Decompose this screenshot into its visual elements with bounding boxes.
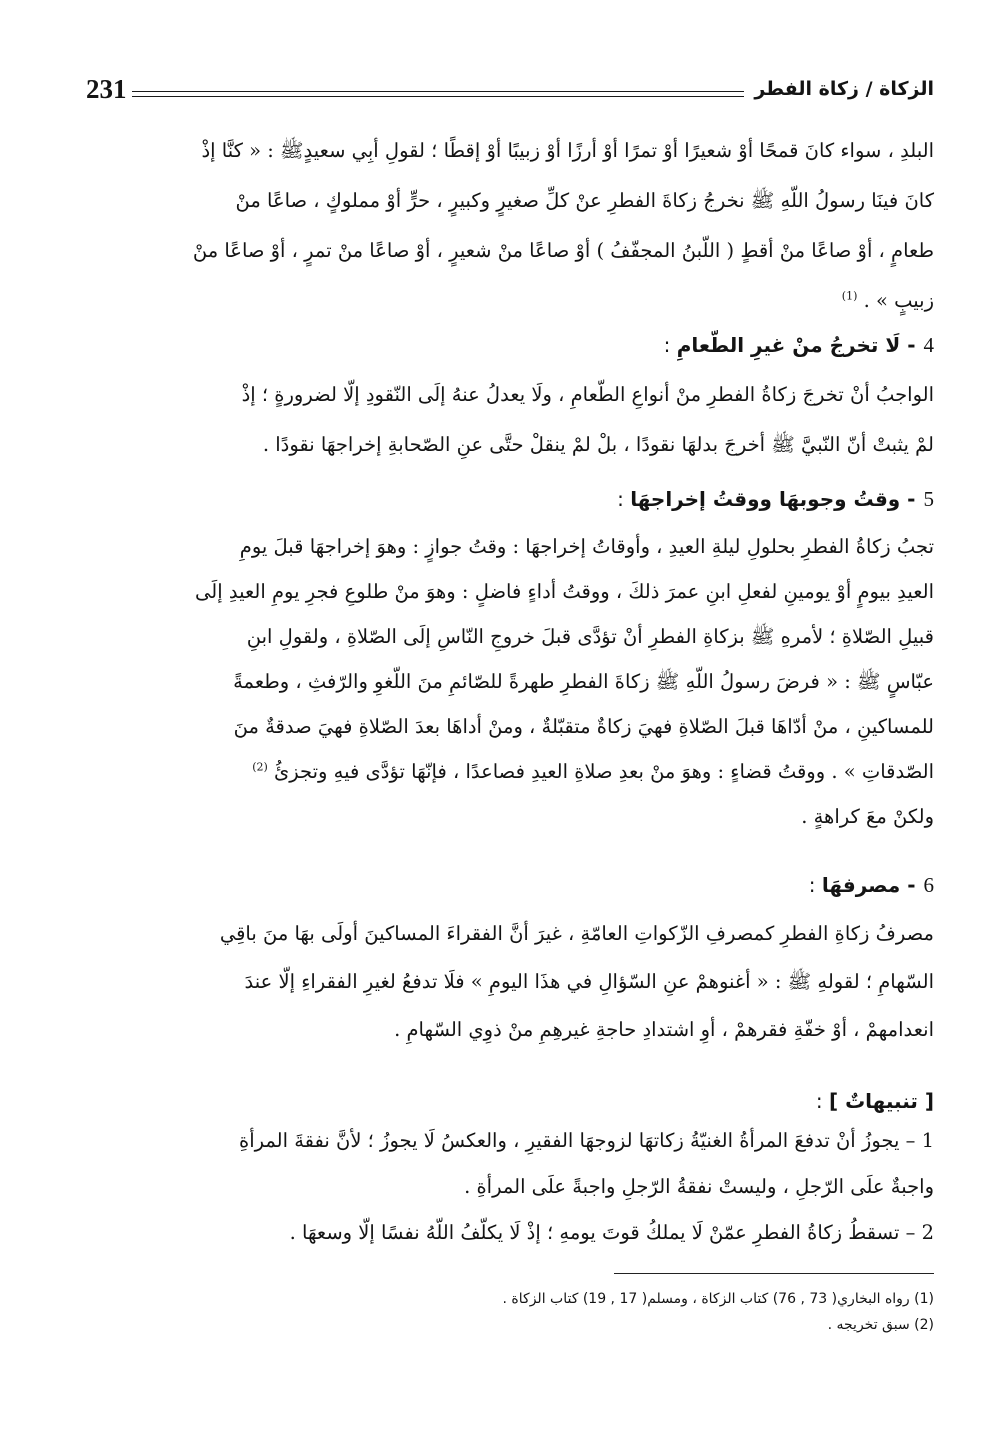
footnote-2: (2) سبق تخريجه . bbox=[827, 1317, 934, 1333]
section-5-body bbox=[86, 524, 934, 839]
text-line: واجبةٌ علَى الرّجلِ ، وليستْ نفقةُ الرّجلِ واجبةً علَى المرأةِ . bbox=[464, 1175, 934, 1198]
section-title: - لَا تخرجُ منْ غيرِ الطّعامِ bbox=[676, 333, 916, 357]
notes-heading: [ تنبيهاتٌ ] : bbox=[815, 1089, 934, 1113]
text-line: عبّاسٍ ﷺ : « فرضَ رسولُ اللّهِ ﷺ زكاةَ الفطرِ طهرةً للصّائمِ منَ اللّغوِ والرّفثِ ، وطعمةً bbox=[233, 670, 934, 693]
footnote-ref-2: (2) bbox=[252, 760, 268, 774]
text-line: مصرفُ زكاةِ الفطرِ كمصرفِ الزّكواتِ العامّةِ ، غيرَ أنَّ الفقراءَ المساكينَ أولَى بهَا منَ باقِي bbox=[219, 922, 934, 945]
text-line: ولكنْ معَ كراهةٍ . bbox=[801, 805, 934, 828]
notes-title: [ تنبيهاتٌ ] bbox=[828, 1089, 934, 1113]
footnote-1: (1) رواه البخاري( 73 , 76) كتاب الزكاة ، ومسلم( 17 , 19) كتاب الزكاة . bbox=[502, 1291, 934, 1307]
section-heading-5: 5- وقتُ وجوبهَا ووقتُ إخراجهَا : bbox=[617, 487, 934, 511]
text-line: كانَ فينَا رسولُ اللّهِ ﷺ نخرجُ زكاةَ الفطرِ عنْ كلِّ صغيرٍ وكبيرٍ ، حرٍّ أوْ مملوكٍ ، صاعًا منْ bbox=[235, 189, 934, 212]
footnote-separator bbox=[614, 1273, 934, 1274]
text-line: العيدِ بيومٍ أوْ يومينِ لفعلِ ابنِ عمرَ ذلكَ ، ووقتُ أداءٍ فاضلٍ : وهوَ منْ طلوعِ فجرِ يومِ العيدِ إلَى bbox=[195, 580, 934, 603]
text-line: تجبُ زكاةُ الفطرِ بحلولِ ليلةِ العيدِ ، وأوقاتُ إخراجهَا : وقتُ جوازٍ : وهوَ إخراجهَا قبلَ يومِ bbox=[239, 535, 934, 558]
section-number: 4 bbox=[923, 333, 934, 357]
header-rule-bottom bbox=[132, 96, 744, 97]
text-line: البلدِ ، سواء كانَ قمحًا أوْ شعيرًا أوْ تمرًا أوْ أرزًا أوْ زبيبًا أوْ إقطًا ؛ لقولِ أبِي سعيدٍﷺ : « كنَّا إذْ bbox=[201, 139, 934, 162]
header-rule-top bbox=[132, 91, 744, 92]
section-4-body bbox=[86, 370, 934, 470]
text-fragment: الصّدقاتِ » . ووقتُ قضاءٍ : وهوَ منْ بعدِ صلاةِ العيدِ فصاعدًا ، فإنّهَا تؤدَّى فيهِ وتجزئُ bbox=[273, 760, 934, 783]
text-line: للمساكينِ ، منْ أدّاهَا قبلَ الصّلاةِ فهيَ زكاةٌ متقبّلةٌ ، ومنْ أداهَا بعدَ الصّلاةِ فهيَ صدقةٌ منَ bbox=[233, 715, 934, 738]
section-heading-6: 6- مصرفهَا : bbox=[808, 873, 934, 897]
notes-body bbox=[86, 1118, 934, 1256]
footnotes bbox=[86, 1286, 934, 1338]
text-line bbox=[86, 276, 934, 326]
text-line: الواجبُ أنْ تخرجَ زكاةُ الفطرِ منْ أنواعِ الطّعامِ ، ولَا يعدلُ عنهُ إلَى النّقودِ إلّا لضرورةٍ ؛ إذْ bbox=[241, 383, 934, 406]
running-title: الزكاة / زكاة الفطر bbox=[754, 78, 934, 100]
running-header bbox=[86, 70, 934, 110]
text-line: 2 – تسقطُ زكاةُ الفطرِ عمّنْ لَا يملكُ قوتَ يومهِ ؛ إذْ لَا يكلّفُ اللّهُ نفسًا إلّا وسعهَا . bbox=[289, 1221, 934, 1244]
section-title: - وقتُ وجوبهَا ووقتُ إخراجهَا bbox=[630, 487, 916, 511]
text-line: طعامٍ ، أوْ صاعًا منْ أقطٍ ( اللّبنُ المجفّفُ ) أوْ صاعًا منْ شعيرٍ ، أوْ صاعًا منْ تمرٍ ، أوْ صاعًا منْ bbox=[192, 239, 934, 262]
text-line: السّهامِ ؛ لقولهِ ﷺ : « أغنوهمْ عنِ السّؤالِ في هذَا اليومِ » فلَا تدفعُ لغيرِ الفقراءِ إلّا عندَ bbox=[244, 970, 934, 993]
text-fragment: زبيبٍ » . bbox=[863, 289, 934, 312]
section-number: 5 bbox=[923, 487, 934, 511]
text-line: لمْ يثبتْ أنّ النّبيَّ ﷺ أخرجَ بدلهَا نقودًا ، بلْ لمْ ينقلْ حتَّى عنِ الصّحابةِ إخراجهَا نقودًا . bbox=[262, 433, 934, 456]
footnote-ref-1: (1) bbox=[841, 289, 858, 303]
section-number: 6 bbox=[923, 873, 934, 897]
section-6-body bbox=[86, 910, 934, 1054]
paragraph-continued bbox=[86, 126, 934, 326]
section-heading-4: 4- لَا تخرجُ منْ غيرِ الطّعامِ : bbox=[663, 333, 934, 357]
text-line: انعدامهمْ ، أوْ خفّةِ فقرهمْ ، أوِ اشتدادِ حاجةِ غيرهِمِ منْ ذوِي السّهامِ . bbox=[394, 1018, 934, 1041]
text-line: قبيلِ الصّلاةِ ؛ لأمرهِ ﷺ بزكاةِ الفطرِ أنْ تؤدَّى قبلَ خروجِ النّاسِ إلَى الصّلاةِ ، ولقولِ ابنِ bbox=[246, 625, 934, 648]
text-line bbox=[86, 749, 934, 794]
text-line: 1 – يجوزُ أنْ تدفعَ المرأةُ الغنيّةُ زكاتهَا لزوجهَا الفقيرِ ، والعكسُ لَا يجوزُ ؛ لأنَّ نفقةَ المرأةِ bbox=[238, 1129, 934, 1152]
page-number: 231 bbox=[86, 74, 127, 104]
section-title: - مصرفهَا bbox=[821, 873, 916, 897]
